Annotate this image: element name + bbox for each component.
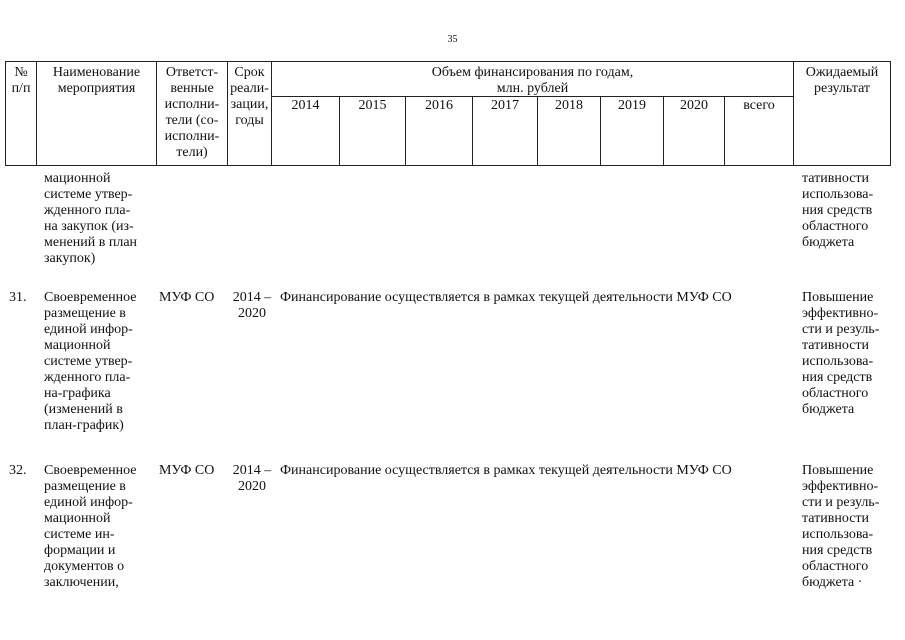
row-name: Своевременное размещение в единой инфор- мационной системе утвер- жденного пла- на-графика (изменений в план-график) (44, 290, 137, 433)
row-result: Повышение эффективно- сти и резуль- тативности использова- ния средств областного бюджета · (802, 463, 880, 590)
year-2020: 2020 (680, 98, 708, 113)
row-number: 31. (9, 290, 27, 305)
continuation-result: тативности использова- ния средств областного бюджета (802, 171, 874, 250)
year-2019: 2019 (618, 98, 646, 113)
row-result: Повышение эффективно- сти и резуль- тативности использова- ния средств областного бюджета (802, 290, 880, 417)
row-responsible: МУФ СО (159, 463, 215, 478)
year-2017: 2017 (491, 98, 519, 113)
row-term: 2014 – 2020 (232, 290, 272, 321)
table-header (5, 61, 891, 166)
header-name: Наименование мероприятия (52, 65, 141, 96)
year-2015: 2015 (358, 98, 387, 113)
header-term: Срок реали- зации, годы (230, 65, 269, 128)
header-responsible: Ответст- венные исполни- тели (со- исполни- тели) (164, 65, 220, 160)
continuation-name: мационной системе утвер- жденного пла- на закупок (из- менений в план закупок) (44, 171, 138, 266)
row-funding: Финансирование осуществляется в рамках текущей деятельности МУФ СО (280, 463, 732, 478)
row-term: 2014 – 2020 (232, 463, 272, 494)
row-name: Своевременное размещение в единой инфор- мационной системе ин- формации и документов о заключении, (44, 463, 137, 590)
year-2014: 2014 (291, 98, 320, 113)
header-number: № п/п (11, 65, 31, 96)
year-2016: 2016 (425, 98, 453, 113)
header-funding: Объем финансирования по годам, млн. рублей (431, 65, 634, 96)
row-responsible: МУФ СО (159, 290, 215, 305)
row-funding: Финансирование осуществляется в рамках текущей деятельности МУФ СО (280, 290, 732, 305)
year-total: всего (743, 98, 775, 113)
page-number: 35 (447, 34, 458, 45)
row-number: 32. (9, 463, 27, 478)
header-result: Ожидаемый результат (805, 65, 879, 96)
year-2018: 2018 (555, 98, 583, 113)
